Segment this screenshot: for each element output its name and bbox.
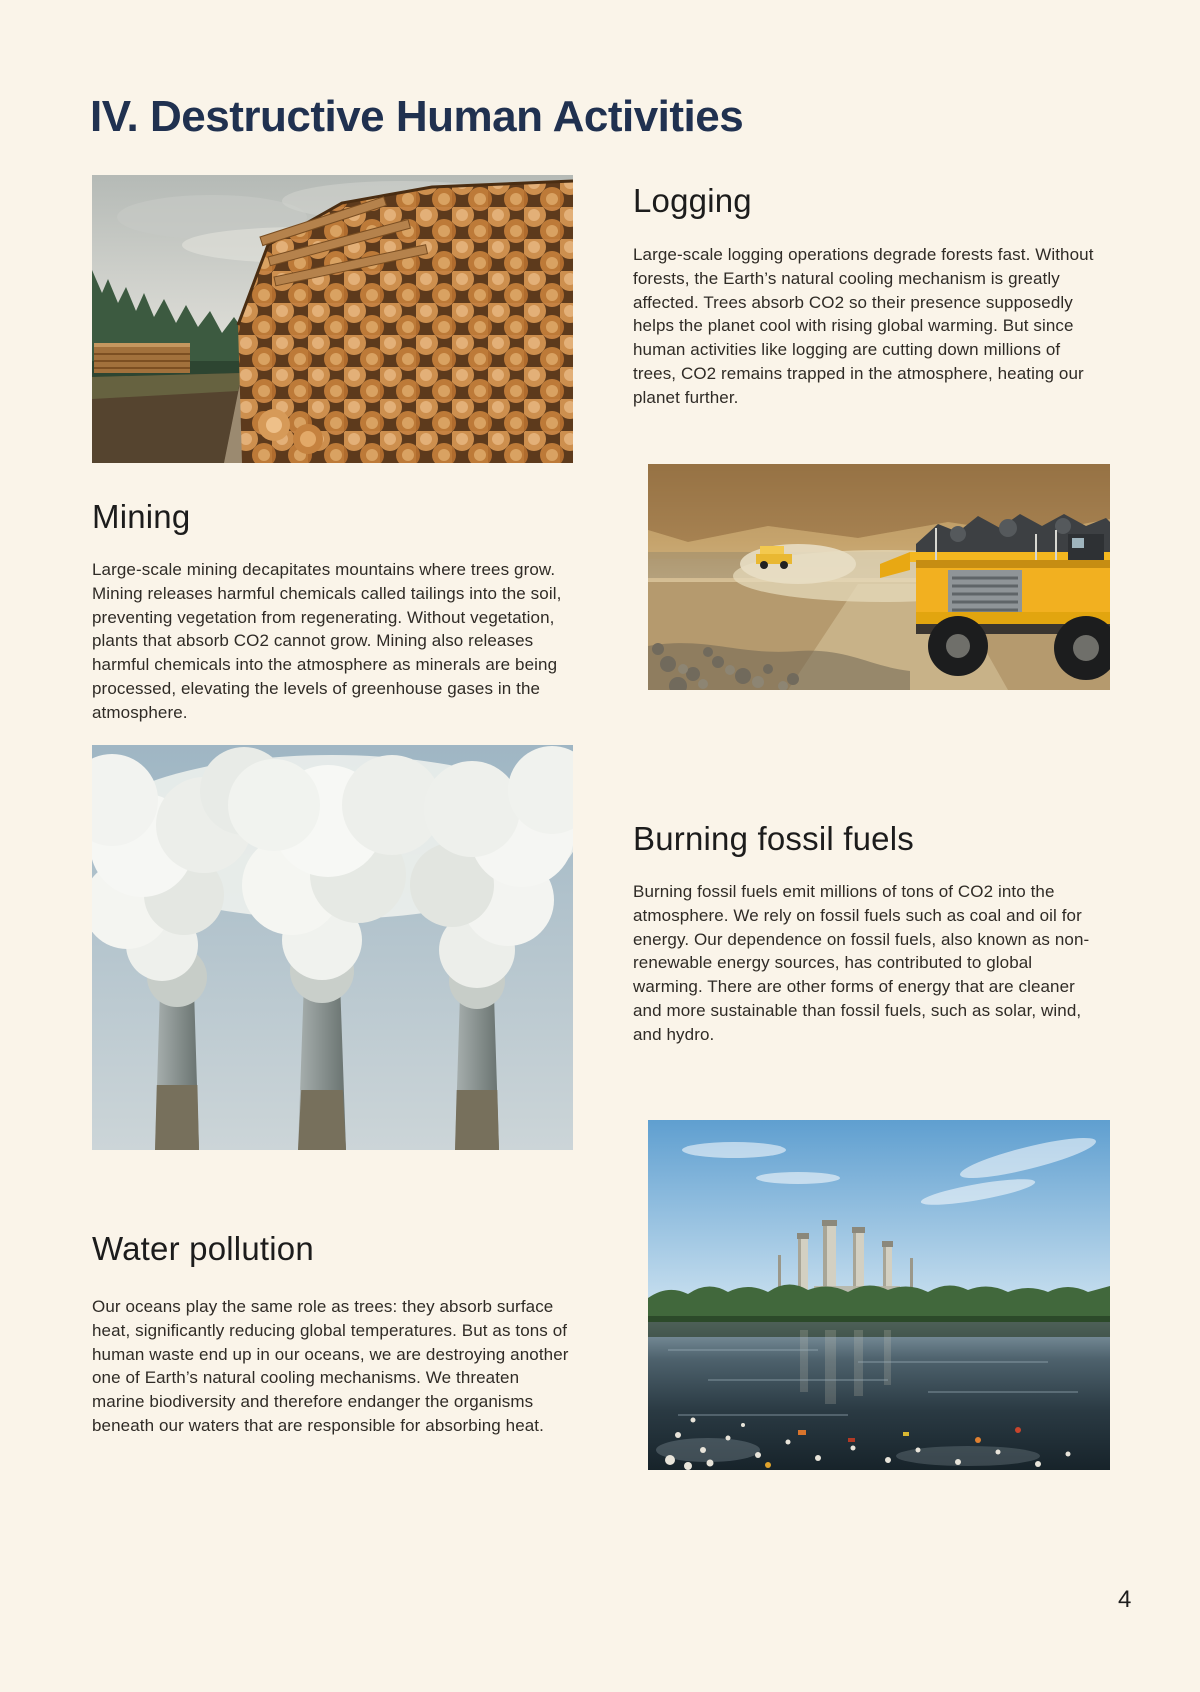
page-title: IV. Destructive Human Activities <box>90 92 744 141</box>
mining-photo <box>648 464 1110 690</box>
page-number: 4 <box>1118 1586 1132 1613</box>
water-pollution-paragraph: Our oceans play the same role as trees: they absorb surface heat, significantly reducing global temperatures. But as tons of human waste end up in our oceans, we are destroying another one of Earth’s natural cooling mechanisms. We threaten marine biodiversity and therefore endanger the organisms beneath our waters that are responsible for absorbing heat. <box>92 1297 569 1435</box>
mining-paragraph: Large-scale mining decapitates mountains where trees grow. Mining releases harmful chemicals called tailings into the soil, preventing vegetation from regenerating. Without vegetation, plants that absorb CO2 cannot grow. Mining also releases harmful chemicals into the atmosphere as minerals are being processed, elevating the levels of greenhouse gases in the atmosphere. <box>92 560 562 722</box>
stacked-logs-illustration <box>92 175 573 463</box>
burning-fossil-fuels-paragraph: Burning fossil fuels emit millions of tons of CO2 into the atmosphere. We rely on fossil fuels such as coal and oil for energy. Our dependence on fossil fuels, also known as non-renewable energy sources, has contributed to global warming. There are other forms of energy that are cleaner and more sustainable than fossil fuels, such as solar, wind, and hydro. <box>633 882 1090 1044</box>
water-pollution-photo <box>648 1120 1110 1470</box>
smokestacks-illustration <box>92 745 573 1150</box>
water-pollution-heading: Water pollution <box>92 1230 314 1267</box>
logging-heading: Logging <box>633 182 752 219</box>
polluted-lake-illustration <box>648 1120 1110 1470</box>
smokestacks-photo <box>92 745 573 1150</box>
mining-heading: Mining <box>92 498 191 535</box>
burning-fossil-fuels-heading: Burning fossil fuels <box>633 820 914 857</box>
logging-paragraph: Large-scale logging operations degrade forests fast. Without forests, the Earth’s natural cooling mechanism is greatly affected. Trees absorb CO2 so their presence supposedly helps the planet cool with rising global warming. But since human activities like logging are cutting down millions of trees, CO2 remains trapped in the atmosphere, heating our planet further. <box>633 245 1094 407</box>
logging-photo <box>92 175 573 463</box>
haul-truck-illustration <box>648 464 1110 690</box>
smoke-plumes <box>92 746 573 1009</box>
